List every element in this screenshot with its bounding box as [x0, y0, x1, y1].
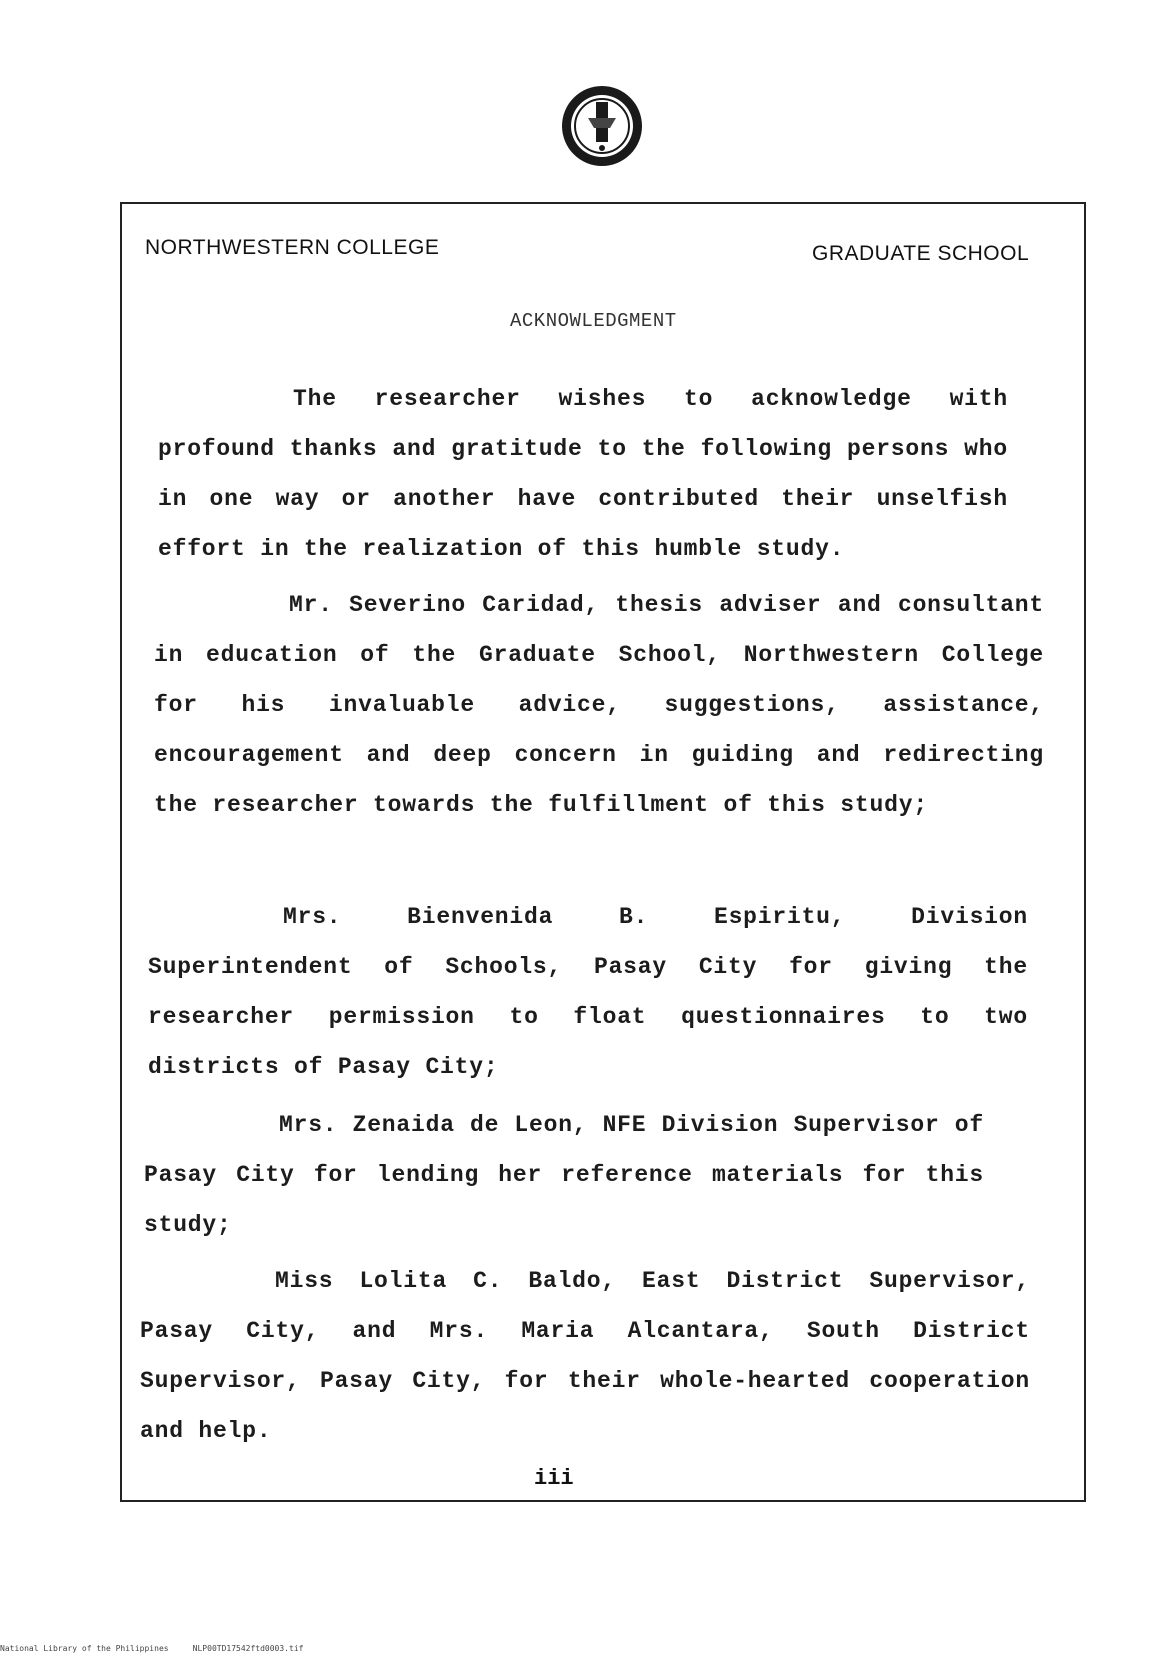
footer-library: National Library of the Philippines [0, 1644, 169, 1653]
scan-footer [0, 1644, 303, 1653]
paragraph-intro: The researcher wishes to acknowledge with profound thanks and gratitude to the following persons who in one way or another have contributed their unselfish effort in the realization of this humble study. [158, 386, 1008, 562]
page-number: iii [534, 1466, 574, 1491]
college-seal-icon [560, 84, 644, 168]
institution-name: NORTHWESTERN COLLEGE [145, 236, 440, 259]
school-name: GRADUATE SCHOOL [812, 242, 1030, 265]
footer-file: NLP00TD17542ftd0003.tif [192, 1644, 304, 1653]
paragraph-district-supervisors: Miss Lolita C. Baldo, East District Supervisor, Pasay City, and Mrs. Maria Alcantara, South District Supervisor, Pasay City, for their whole-hearted cooperation and help. [140, 1268, 1030, 1444]
paragraph-adviser: Mr. Severino Caridad, thesis adviser and consultant in education of the Graduate School, Northwestern College for his invaluable advice, suggestions, assistance, encouragement and deep concern in guiding and redirecting the researcher towards the fulfillment of this study; [154, 592, 1044, 818]
page-title: ACKNOWLEDGMENT [510, 310, 677, 332]
paragraph-superintendent: Mrs. Bienvenida B. Espiritu, Division Superintendent of Schools, Pasay City for giving the researcher permission to float questionnaires to two districts of Pasay City; [148, 904, 1028, 1080]
paragraph-nfe-supervisor: Mrs. Zenaida de Leon, NFE Division Supervisor of Pasay City for lending her reference materials for this study; [144, 1112, 984, 1238]
